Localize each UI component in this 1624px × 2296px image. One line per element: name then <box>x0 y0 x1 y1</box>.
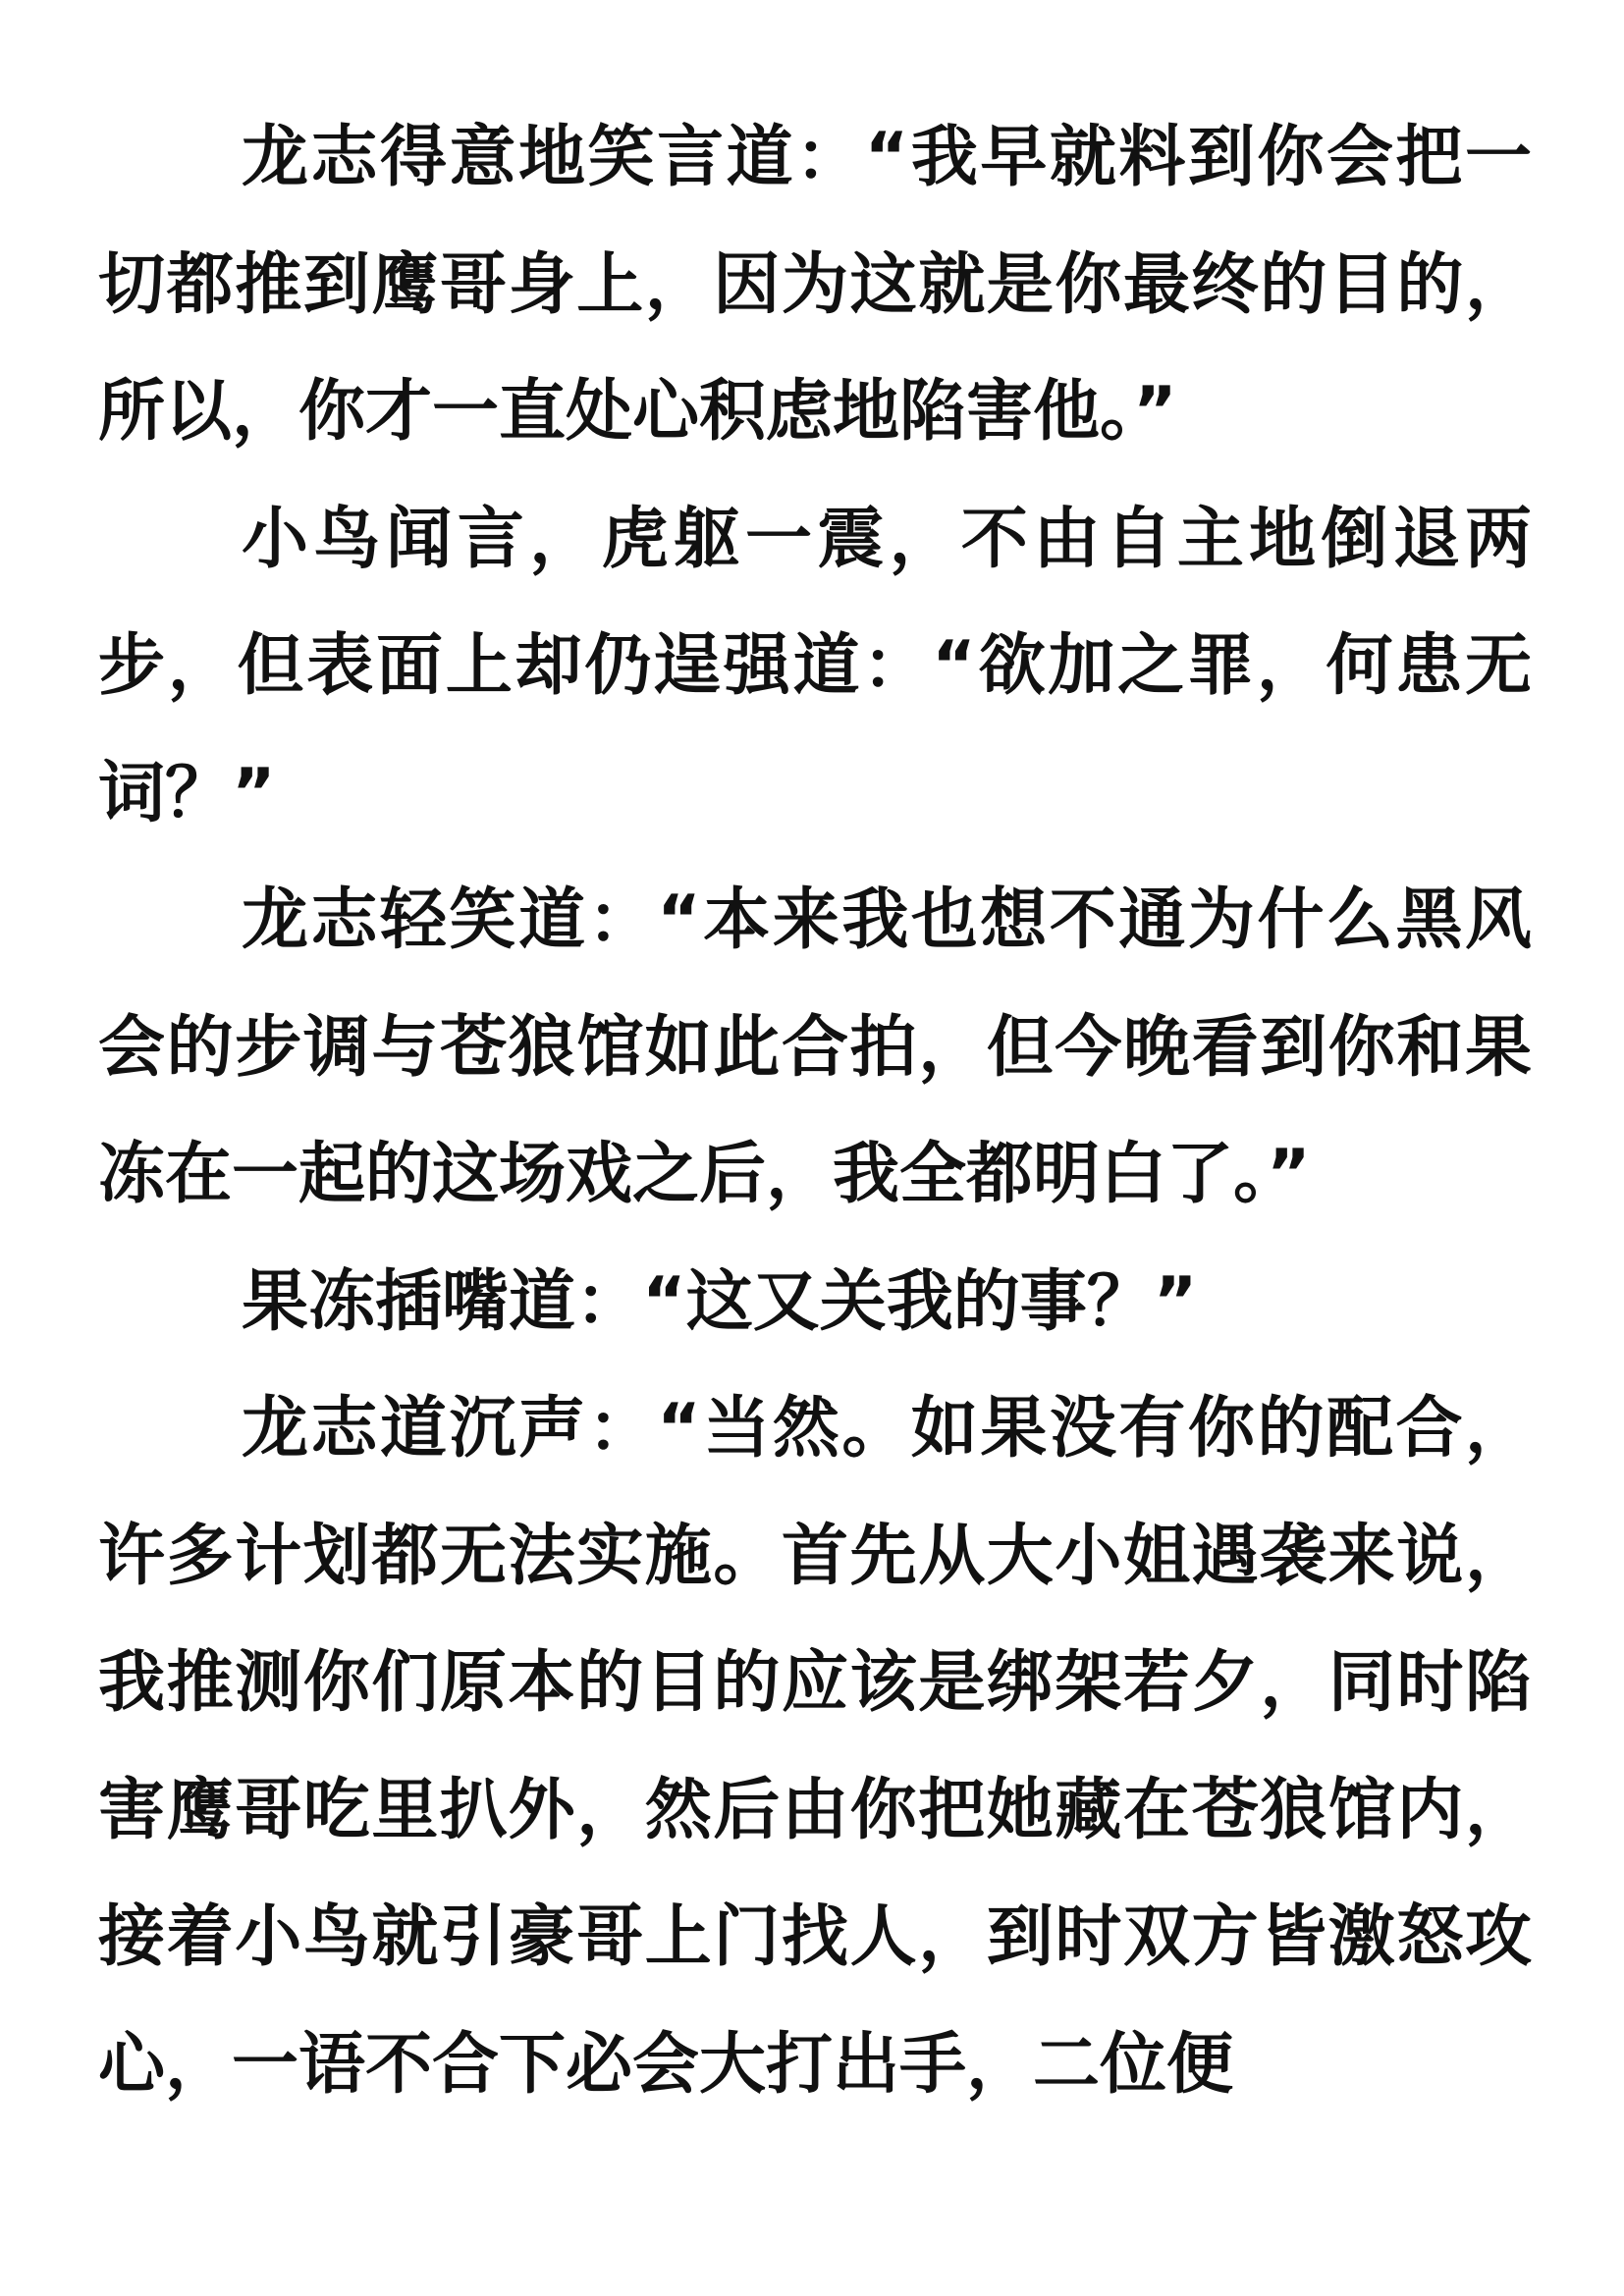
paragraph: 龙志得意地笑言道：“我早就料到你会把一切都推到鹰哥身上，因为这就是你最终的目的，所以，你才一直处心积虑地陷害他。” <box>98 119 1532 451</box>
paragraph: 龙志道沉声：“当然。如果没有你的配合，许多计划都无法实施。首先从大小姐遇袭来说，我推测你们原本的目的应该是绑架若夕，同时陷害鹰哥吃里扒外，然后由你把她藏在苍狼馆内，接着小鸟就引豪哥上门找人，到时双方皆激怒攻心，一语不合下必会大打出手，二位便 <box>98 1390 1532 2104</box>
paragraph: 果冻插嘴道：“这又关我的事？” <box>242 1262 1198 1341</box>
paragraph: 小鸟闻言，虎躯一震，不由自主地倒退两步，但表面上却仍逞强道：“欲加之罪，何患无词？” <box>98 500 1532 832</box>
paragraph: 龙志轻笑道：“本来我也想不通为什么黑风会的步调与苍狼馆如此合拍，但今晚看到你和果冻在一起的这场戏之后，我全都明白了。” <box>98 881 1532 1213</box>
document-page <box>98 94 1532 2128</box>
